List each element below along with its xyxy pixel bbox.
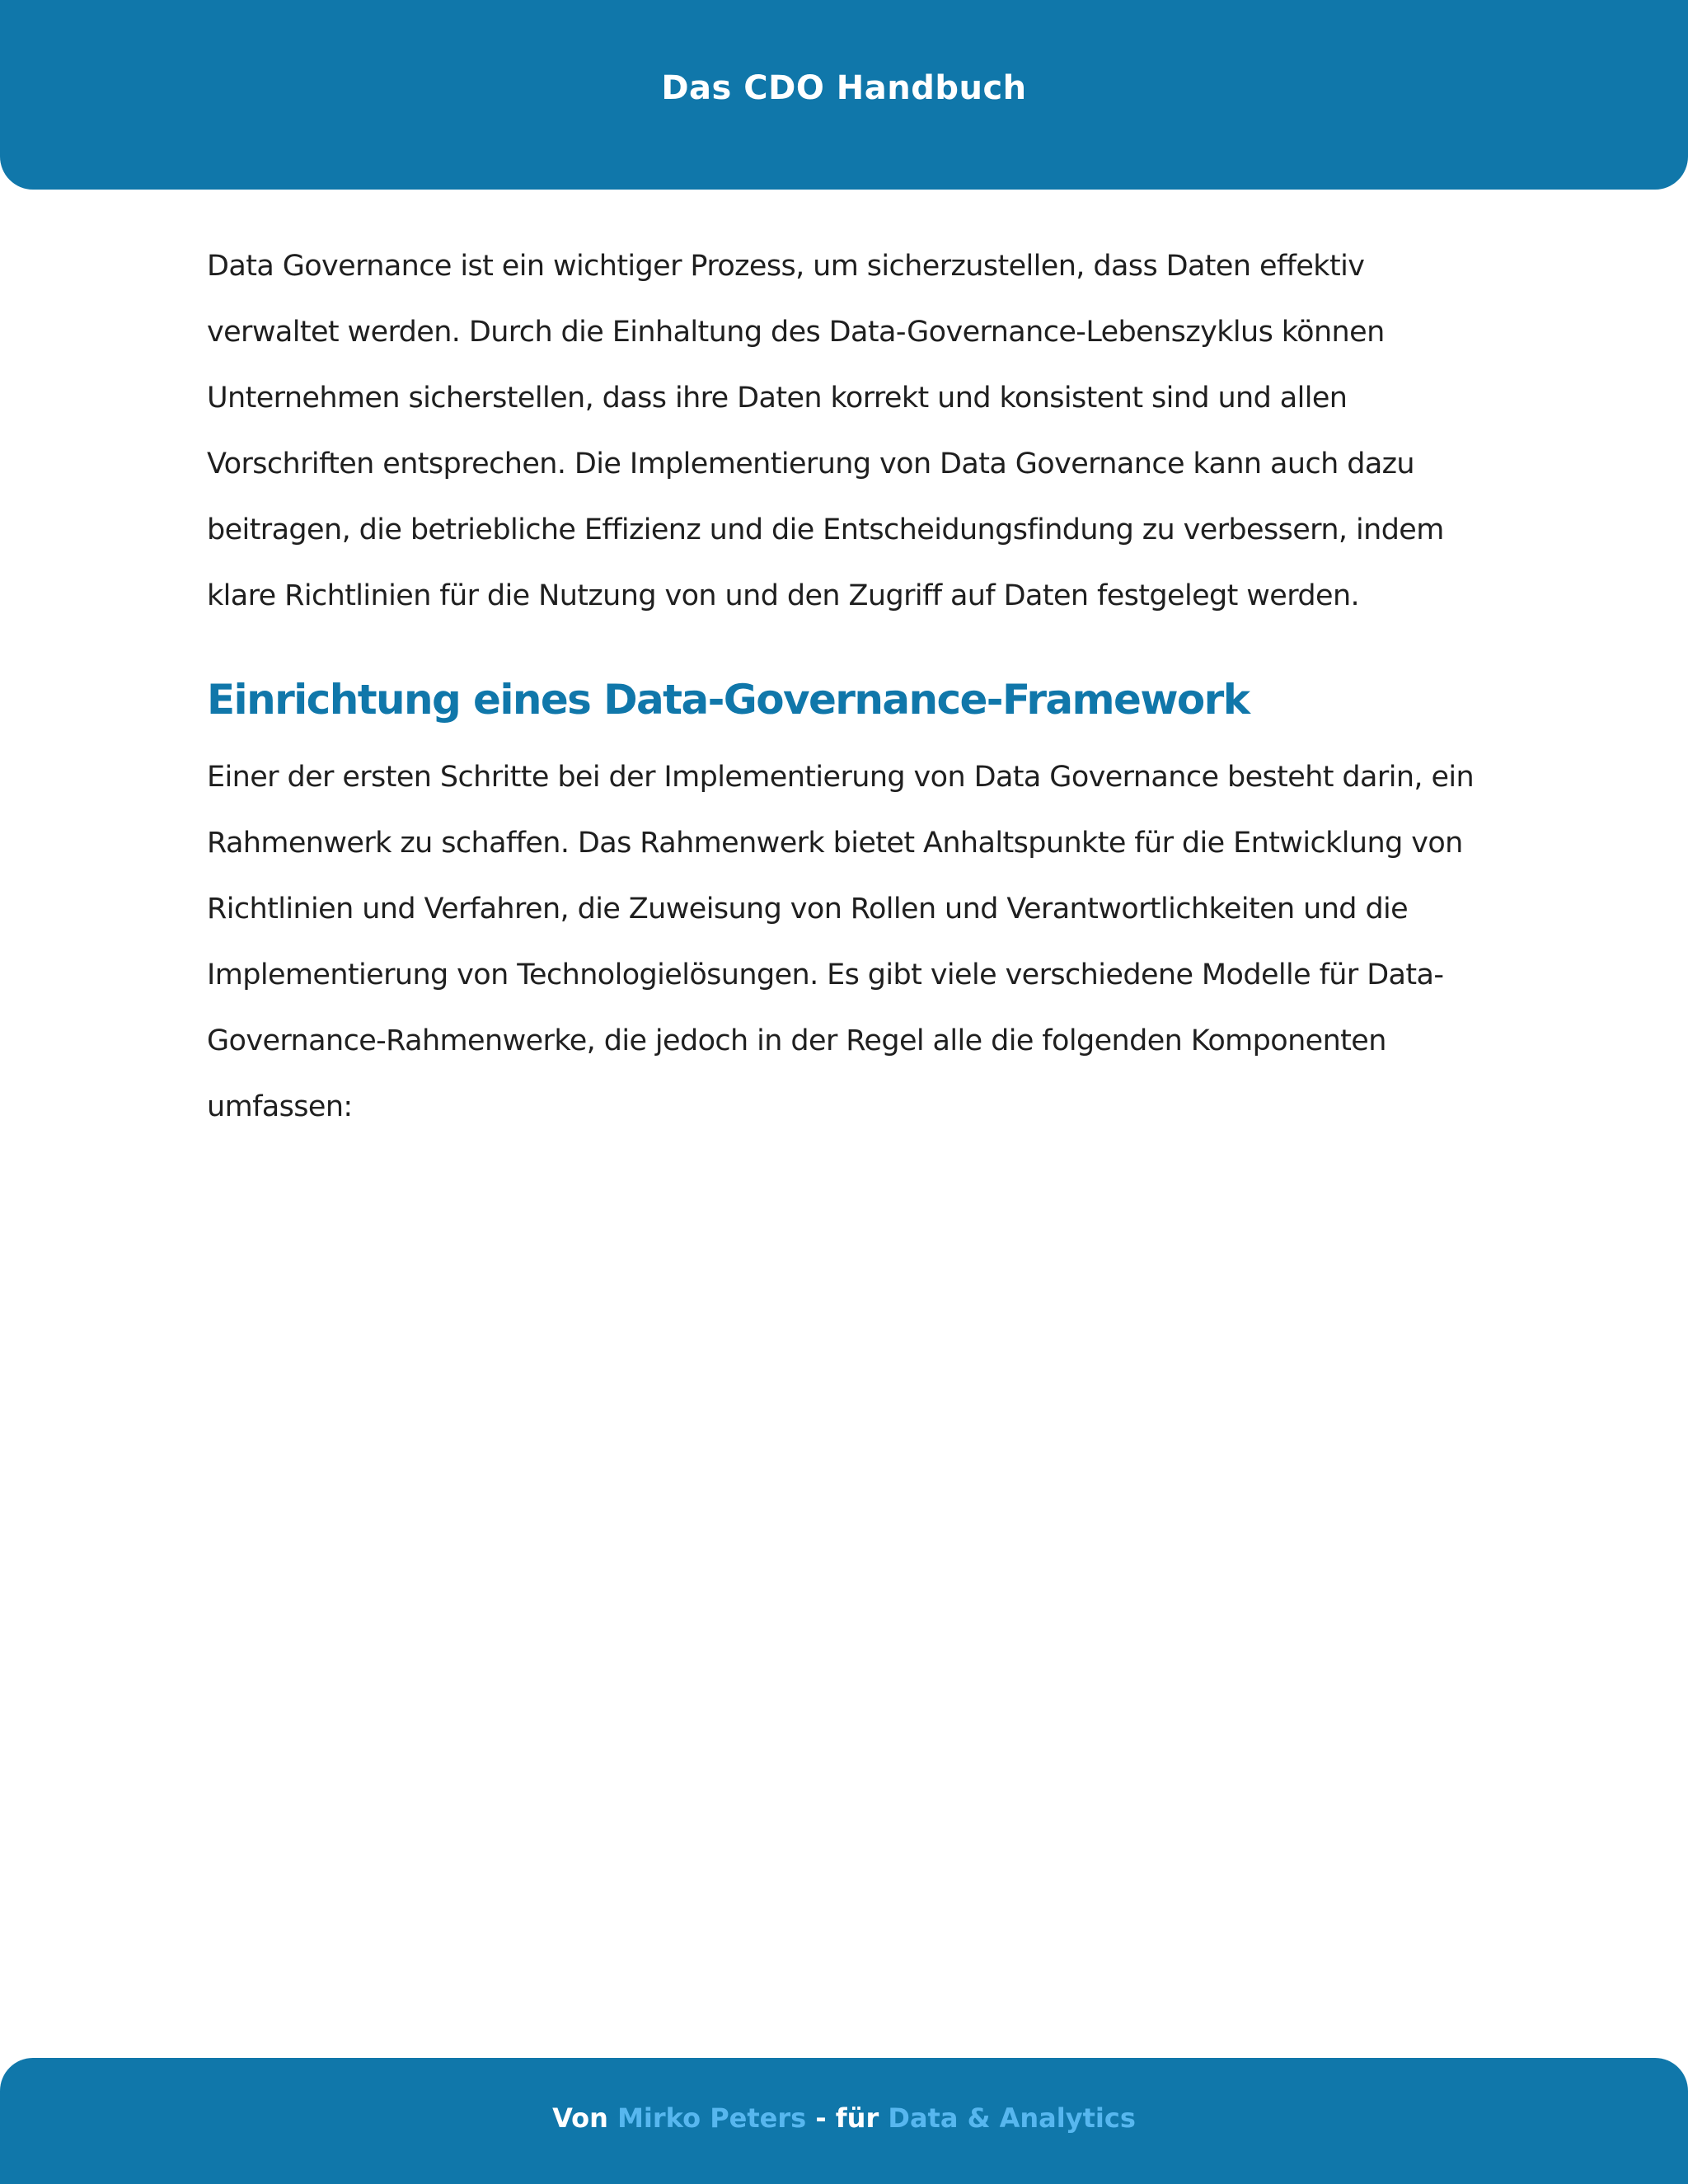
footer-prefix: Von xyxy=(552,2102,608,2134)
page-header xyxy=(0,0,1688,190)
footer-author: Mirko Peters xyxy=(617,2102,807,2134)
section-heading: Einrichtung eines Data-Governance-Framework xyxy=(207,676,1250,724)
main-content xyxy=(207,233,1493,1140)
intro-paragraph: Data Governance ist ein wichtiger Prozess, um sicherzustellen, dass Daten effektiv verwaltet werden. Durch die Einhaltung des Data-Governance-Lebenszyklus können Unternehmen sicherstellen, dass ihre Daten korrekt und konsistent sind und allen Vorschriften entsprechen. Die Implementierung von Data Governance kann auch dazu beitragen, die betriebliche Effizienz und die Entscheidungsfindung zu verbessern, indem klare Richtlinien für die Nutzung von und den Zugriff auf Daten festgelegt werden. xyxy=(207,250,1444,612)
footer-organization: Data & Analytics xyxy=(888,2102,1136,2134)
footer-credit xyxy=(0,2102,1688,2134)
framework-paragraph: Einer der ersten Schritte bei der Implementierung von Data Governance besteht darin, ein Rahmenwerk zu schaffen. Das Rahmenwerk bietet Anhaltspunkte für die Entwicklung von Richtlinien und Verfahren, die Zuweisung von Rollen und Verantwortlichkeiten und die Implementierung von Technologielösungen. Es gibt viele verschiedene Modelle für Data-Governance-Rahmenwerke, die jedoch in der Regel alle die folgenden Komponenten umfassen: xyxy=(207,761,1475,1123)
footer-separator: - für xyxy=(815,2102,879,2134)
header-title: Das CDO Handbuch xyxy=(661,69,1027,107)
page-footer xyxy=(0,2058,1688,2184)
